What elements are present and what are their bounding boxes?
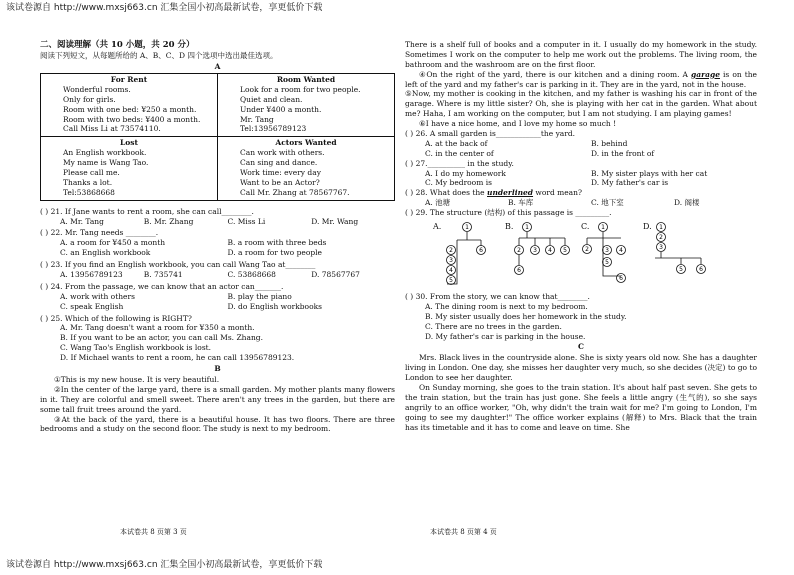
answer-option[interactable]: A. Mr. Tang (60, 216, 104, 226)
ad-room-wanted (218, 74, 395, 137)
question-27 (405, 159, 757, 189)
ad-line: Want to be an Actor? (240, 177, 320, 187)
answer-option[interactable]: C. Wang Tao's English workbook is lost. (60, 343, 212, 353)
answer-option[interactable]: B. 735741 (143, 270, 183, 280)
ad-line: Tel:53868668 (63, 187, 115, 197)
question-28 (405, 188, 757, 208)
diagram-node: 5 (679, 266, 683, 274)
passage-c-label: C (578, 342, 584, 352)
ad-line: Room with one bed: ¥250 a month. (63, 104, 197, 114)
ads-table (40, 73, 395, 201)
ad-line: Tel:13956789123 (240, 124, 307, 134)
answer-option[interactable]: A. I do my homework (425, 168, 506, 178)
diagram-node: 2 (449, 247, 453, 255)
ad-title: Actors Wanted (275, 138, 337, 148)
question-stem: ( ) 22. Mr. Tang needs ________. (40, 228, 159, 238)
stem-text: word mean? (533, 188, 583, 198)
answer-option[interactable]: A. a room for ¥450 a month (60, 238, 166, 248)
diagram-node: 6 (517, 267, 521, 275)
ad-title: Room Wanted (276, 75, 336, 84)
diagram-node: 6 (699, 266, 703, 274)
question-stem: ( ) 21. If Jane wants to rent a room, she can call________. (40, 206, 254, 216)
answer-option[interactable]: B. 车库 (508, 198, 534, 208)
diagram-node: 1 (601, 224, 605, 232)
ad-line: Wonderful rooms. (63, 84, 131, 94)
underlined-word: garage (691, 69, 720, 79)
passage-paragraph: There is a shelf full of books and a computer in it. I usually do my homework in the study. Sometimes I work on the computer to help me work out the problems. The living room, the bathroom and the washroom are on the first floor. (405, 40, 757, 69)
ad-line: Look for a room for two people. (240, 84, 361, 94)
question-25 (40, 314, 395, 363)
question-30 (405, 292, 757, 341)
section-instructions: 阅读下列短文，从每题所给的 A、B、C、D 四个选项中选出最佳选项。 (40, 51, 278, 61)
answer-option[interactable]: C. My bedroom is (425, 178, 492, 188)
ad-title: For Rent (110, 75, 148, 84)
answer-option[interactable]: D. a room for two people (227, 248, 322, 258)
diagram-option-label[interactable]: B. (505, 222, 514, 232)
diagram-node: 4 (449, 267, 453, 275)
diagram-node: 4 (619, 247, 623, 255)
paragraph-text: ④On the right of the yard, there is our kitchen and a dining room. A (419, 69, 692, 79)
diagram-node: 1 (525, 224, 529, 232)
answer-option[interactable]: B. My sister plays with her cat (591, 168, 708, 178)
structure-diagram-c (581, 220, 637, 290)
ad-line: Only for girls. (63, 94, 116, 104)
question-stem: ( ) 26. A small garden is____________the yard. (405, 129, 576, 139)
answer-option[interactable]: A. Mr. Tang doesn't want a room for ¥350 a month. (60, 323, 255, 333)
paragraph-text: is on the left of the yard and my father's car is parking in it. They are in the yard, not in the house. (405, 69, 758, 89)
ad-actors-wanted (218, 137, 395, 200)
passage-paragraph: ⑤Now, my mother is cooking in the kitchen, and my father is washing his car in front of the garage. Where is my little sister? Oh, she is playing with her cat in the garden. What about me? Haha, I am working on the computer, but I am not studying. I am playing games! (405, 89, 757, 119)
question-23 (40, 260, 395, 280)
diagram-node: 2 (585, 246, 589, 254)
answer-option[interactable]: A. 池塘 (425, 198, 451, 208)
ad-line: Call Miss Li at 73574110. (63, 124, 161, 134)
answer-option[interactable]: B. play the piano (227, 291, 292, 301)
diagram-node: 3 (605, 247, 609, 255)
answer-option[interactable]: C. Miss Li (227, 216, 266, 226)
diagram-node: 1 (659, 224, 663, 232)
answer-option[interactable]: D. If Michael wants to rent a room, he can call 13956789123. (60, 353, 295, 363)
diagram-node: 5 (563, 247, 567, 255)
question-stem: ( ) 25. Which of the following is RIGHT? (40, 313, 192, 323)
question-stem: ( ) 23. If you find an English workbook, you can call Wang Tao at________ (40, 260, 316, 270)
page-footer-left: 本试卷共 8 页第 3 页 (120, 528, 187, 536)
question-22 (40, 228, 395, 258)
answer-option[interactable]: D. in the front of (591, 148, 655, 158)
structure-diagrams (433, 220, 757, 290)
page-footer-right: 本试卷共 8 页第 4 页 (430, 528, 497, 536)
passage-paragraph: ⑥I have a nice home, and I love my home so much ! (419, 119, 617, 129)
answer-option[interactable]: A. 13956789123 (60, 270, 123, 280)
answer-option[interactable]: B. If you want to be an actor, you can call Ms. Zhang. (60, 333, 263, 343)
passage-paragraph (405, 70, 757, 90)
answer-option[interactable]: B. Mr. Zhang (143, 216, 194, 226)
ad-line: Can work with others. (240, 148, 325, 158)
structure-diagram-a (441, 220, 501, 290)
ad-line: Quiet and clean. (240, 94, 303, 104)
diagram-node: 3 (659, 244, 663, 252)
answer-option[interactable]: A. The dining room is next to my bedroom. (425, 301, 588, 311)
passage-b-label: B (214, 364, 221, 374)
diagram-node: 3 (533, 247, 537, 255)
diagram-option-label[interactable]: D. (643, 222, 652, 232)
diagram-option-label[interactable]: A. (433, 222, 442, 232)
answer-option[interactable]: B. My sister usually does her homework in the study. (425, 311, 627, 321)
answer-option[interactable]: D. Mr. Wang (311, 216, 359, 226)
ad-line: My name is Wang Tao. (63, 158, 149, 168)
passage-paragraph: ②In the center of the large yard, there is a small garden. My mother plants many flowers in it. They are colorful and smell sweet. There aren't any trees in the garden, but there are some tall fruit trees around the yard. (40, 384, 395, 414)
ad-line: An English workbook. (63, 148, 147, 158)
answer-option[interactable]: C. in the center of (425, 148, 494, 158)
underlined-word: underlined (487, 188, 534, 198)
ad-line: Can sing and dance. (240, 158, 318, 168)
stem-text: ( ) 28. What does the (405, 188, 487, 198)
ad-line: Call Mr. Zhang at 78567767. (240, 187, 350, 197)
question-stem: ( ) 29. The structure (结构) of this passage is _________. (405, 208, 612, 218)
answer-option[interactable]: C. 地下室 (591, 198, 624, 208)
question-24 (40, 282, 395, 312)
answer-option[interactable]: D. do English workbooks (227, 301, 322, 311)
section-title: 二、阅读理解（共 10 小题，共 20 分） (40, 40, 195, 50)
answer-option[interactable]: D. My father's car is parking in the house. (425, 331, 586, 341)
answer-option[interactable]: D. 阁楼 (674, 198, 700, 208)
answer-option[interactable]: D. My father's car is (591, 178, 669, 188)
question-21 (40, 207, 395, 227)
question-stem: ( ) 30. From the story, we can know that________. (405, 292, 590, 302)
answer-option[interactable]: B. behind (591, 138, 628, 148)
passage-a-label: A (214, 62, 221, 72)
ad-lost (41, 137, 218, 200)
diagram-node: 2 (517, 247, 521, 255)
diagram-node: 5 (449, 277, 453, 285)
answer-option[interactable]: D. 78567767 (311, 270, 360, 280)
structure-diagram-d (651, 220, 713, 290)
structure-diagram-b (513, 220, 575, 290)
diagram-option-label[interactable]: C. (581, 222, 590, 232)
answer-option[interactable]: C. an English workbook (60, 248, 151, 258)
ad-line: Work time: every day (240, 168, 321, 178)
answer-option[interactable]: C. speak English (60, 301, 124, 311)
diagram-node: 5 (605, 259, 609, 267)
diagram-node: 1 (465, 224, 469, 232)
ad-line: Thanks a lot. (63, 177, 113, 187)
ad-line: Room with two beds: ¥400 a month. (63, 114, 201, 124)
answer-option[interactable]: A. at the back of (425, 138, 488, 148)
left-column (40, 40, 395, 434)
ad-for-rent (41, 74, 218, 137)
answer-option[interactable]: A. work with others (60, 291, 135, 301)
diagram-node: 3 (449, 257, 453, 265)
diagram-node: 6 (619, 275, 623, 283)
answer-option[interactable]: C. There are no trees in the garden. (425, 321, 562, 331)
passage-paragraph: On Sunday morning, she goes to the train station. It's about half past seven. She gets to the train station, but the train has just gone. She feels a little angry (生气的), so she says angrily to an office worker, "Oh, why didn't the train wait for me? I'm going to London, I'm going to see my daughter!" The office worker explains (解释) to Mrs. Black that the train has its timetable and it has to come and leave on time. She (405, 383, 757, 432)
answer-option[interactable]: C. 53868668 (227, 270, 276, 280)
ad-line: Please call me. (63, 168, 120, 178)
ad-line: Mr. Tang (240, 114, 274, 124)
passage-paragraph: ③At the back of the yard, there is a beautiful house. It has two floors. There are three bedrooms and a study on the second floor. The study is next to my bedroom. (40, 414, 395, 434)
diagram-node: 4 (548, 247, 552, 255)
question-stem (405, 188, 757, 198)
ad-title: Lost (120, 138, 138, 148)
answer-option[interactable]: B. a room with three beds (227, 238, 327, 248)
watermark-top: 该试卷源自 http://www.mxsj663.cn 汇集全国小初高最新试卷，享更低价下载 (6, 3, 323, 13)
question-stem: ( ) 24. From the passage, we can know that an actor can_______. (40, 281, 284, 291)
question-29 (405, 208, 757, 290)
diagram-node: 6 (479, 247, 483, 255)
passage-paragraph: Mrs. Black lives in the countryside alone. She is sixty years old now. She has a daughter living in London. One day, she misses her daughter very much, so she decides (决定) to go to London to see her daughter. (405, 353, 757, 383)
ad-line: Under ¥400 a month. (240, 104, 322, 114)
diagram-node: 2 (659, 234, 663, 242)
question-stem: ( ) 27.__________ in the study. (405, 158, 514, 168)
passage-paragraph: ①This is my new house. It is very beautiful. (54, 374, 220, 384)
watermark-bottom: 该试卷源自 http://www.mxsj663.cn 汇集全国小初高最新试卷，享更低价下载 (6, 560, 323, 571)
question-26 (405, 129, 757, 159)
right-column (405, 40, 757, 433)
